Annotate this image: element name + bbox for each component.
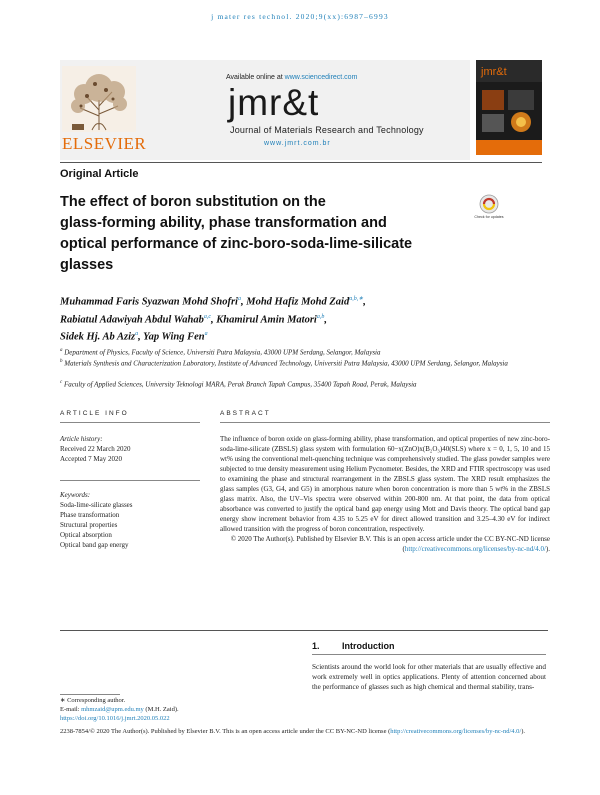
- email-link[interactable]: mhmzaid@upm.edu.my: [81, 706, 144, 713]
- footnote: [60, 696, 300, 723]
- history-rule: [60, 480, 200, 481]
- journal-name: Journal of Materials Research and Technology: [230, 125, 424, 135]
- check-for-updates-icon[interactable]: [474, 194, 504, 224]
- email-suffix: (M.H. Zaid).: [145, 706, 179, 713]
- keyword: Optical absorption: [60, 531, 112, 539]
- affiliation-sup: c: [60, 380, 63, 385]
- affiliation-text: Faculty of Applied Sciences, University Teknologi MARA, Perak Branch Tapah Campus, 35400 Tapah Road, Perak, Malaysia: [63, 380, 417, 389]
- affiliation-sup: b: [60, 359, 63, 364]
- intro-body: Scientists around the world look for other materials that are usually effective and work extremely well in optics applications. Plenty of attention concerned about the performance of glasses such as high chemical and thermal stability, trans-: [312, 663, 546, 691]
- author-name[interactable]: Sidek Hj. Ab Aziz: [60, 331, 136, 343]
- abstract-rule: [220, 422, 550, 423]
- title-line: The effect of boron substitution on the: [60, 194, 326, 210]
- author-affil-sup: a,c: [203, 313, 212, 320]
- copyright-text: © 2020 The Author(s). Published by Elsevier B.V. This is an open access article under the: [230, 535, 483, 543]
- affiliation-text: Department of Physics, Faculty of Science, Universiti Putra Malaysia, 43000 UPM Serdang, Selangor, Malaysia: [64, 348, 381, 357]
- author-affil-sup: a: [237, 296, 241, 302]
- article-info-heading: ARTICLE INFO: [60, 410, 129, 417]
- article-title: [60, 192, 460, 276]
- license-link[interactable]: http://creativecommons.org/licenses/by-nc-nd/4.0/: [390, 728, 522, 735]
- author-name[interactable]: Rabiatul Adawiyah Abdul Wahab: [60, 314, 204, 325]
- keyword: Optical band gap energy: [60, 541, 129, 549]
- title-line: glasses: [60, 257, 114, 273]
- abstract-heading: ABSTRACT: [220, 410, 271, 417]
- keywords-label: Keywords:: [60, 491, 91, 499]
- author-affil-sup: a,b: [316, 313, 325, 320]
- jmrt-logo: jmr&t: [228, 82, 320, 123]
- elsevier-wordmark: ELSEVIER: [62, 134, 147, 153]
- history-label: Article history:: [60, 435, 103, 443]
- title-line: optical performance of zinc-boro-soda-lime-silicate: [60, 236, 413, 252]
- received-date: Received 22 March 2020: [60, 445, 131, 453]
- author-affil-sup: a: [135, 331, 139, 337]
- author-list: Muhammad Faris Syazwan Mohd Shofri$^a$, Mohd Hafiz Mohd Zaid$^{a,b,∗}$, Rabiatul Adawiyah Abdul Wahab$^{a,c}$, Khamirul Amin Matori$^{a,b}$, Sidek Hj. Ab Aziz$^a$, Yap Wing Fen$^a$: [60, 296, 366, 343]
- affiliation: [60, 357, 550, 368]
- email-label: E-mail:: [60, 706, 80, 713]
- doi-link[interactable]: https://doi.org/10.1016/j.jmrt.2020.05.022: [60, 715, 170, 722]
- cover-art-icon: [476, 60, 542, 155]
- body-rule: [60, 630, 548, 631]
- copyright-text: 2238-7854/© 2020 The Author(s). Published by Elsevier B.V. This is an open access article under the CC BY-NC-ND license (: [60, 728, 391, 735]
- author-affil-sup: a: [204, 331, 208, 337]
- affiliation-text: Materials Synthesis and Characterization Laboratory, Institute of Advanced Technology, Universiti Putra Malaysia, 43000 UPM Serdang, Selangor, Malaysia: [64, 359, 508, 368]
- license-link[interactable]: http://creativecommons.org/licenses/by-nc-nd/4.0/: [404, 545, 546, 553]
- corresponding-author: ∗ Corresponding author.: [60, 697, 126, 704]
- sciencedirect-link[interactable]: www.sciencedirect.com: [284, 74, 358, 81]
- author-affil-sup: a,b,∗: [349, 296, 364, 302]
- keyword: Soda-lime-silicate glasses: [60, 501, 133, 509]
- copyright-text: ).: [521, 728, 525, 735]
- bottom-copyright: [60, 727, 548, 737]
- title-line: glass-forming ability, phase transformation and: [60, 215, 387, 231]
- intro-heading: Introduction: [342, 641, 395, 651]
- keyword: Structural properties: [60, 521, 118, 529]
- header-rule: [60, 162, 542, 163]
- author-name[interactable]: Khamirul Amin Matori: [216, 314, 317, 325]
- elsevier-tree-logo-icon: [62, 66, 136, 144]
- author-name[interactable]: Yap Wing Fen: [143, 331, 205, 343]
- abstract-body: [220, 434, 550, 554]
- intro-section-number: 1.: [312, 641, 320, 651]
- cover-logo-text: jmr&t: [481, 66, 507, 78]
- journal-cover-thumbnail: [476, 60, 542, 155]
- check-updates-label: Check for updates: [474, 215, 504, 219]
- keyword: Phase transformation: [60, 511, 120, 519]
- journal-url-link[interactable]: www.jmrt.com.br: [264, 140, 331, 147]
- copyright-text: ).: [545, 545, 550, 553]
- abstract-text: The influence of boron oxide on glass-forming ability, phase transformation, and optical properties of new zinc-boro-soda-lime-silicate (ZBSLS) glass system with formulation 60−x(ZnO)x(B₂O₃)40(SLS) where x = 0, 1, 5, 10 and 15 wt% using the conventional melt-quenching technique was comprehensively studied. The glass powder samples were subjected to true density measurement using Helium Pycnometer. Besides, the XRD and FTIR spectroscopy was used to examining the phase and structural rearrangement in the ZBSLS glass system. The XRD result emphasizes the glass samples (G3, G4, and G5) in amorphous nature when boron concentration is more than 5 wt% in the ZBSLS glass matrix. Also, the UV–Vis spectra were observed within 200-800 nm. At that point, the data from optical absorbance was converted to justify the optical band gap energy using Mott and Davis theory. The optical band gap energy show increment behavior from 4.35 to 5.25 eV for direct allowed transition and 3.25–4.30 eV for indirect allowed transition with the progress of boron concentration, respectively.: [220, 435, 550, 533]
- affiliation-sup: a: [60, 348, 63, 353]
- affiliation: [60, 346, 550, 357]
- abstract-copyright: [220, 534, 550, 554]
- available-prefix: Available online at: [226, 74, 283, 81]
- intro-rule: [312, 654, 546, 655]
- article-info-rule: [60, 422, 200, 423]
- article-history: [60, 434, 200, 464]
- journal-reference: j mater res technol. 2020;9(xx):6987–6993: [211, 12, 389, 21]
- available-online-line: [226, 74, 357, 81]
- copyright-text: CC BY-NC-ND license (: [402, 535, 550, 553]
- affiliation: [60, 378, 550, 389]
- author-name[interactable]: Mohd Hafiz Mohd Zaid: [246, 296, 350, 308]
- accepted-date: Accepted 7 May 2020: [60, 455, 123, 463]
- footnote-rule: [60, 694, 120, 695]
- author-name[interactable]: Muhammad Faris Syazwan Mohd Shofri: [60, 296, 238, 308]
- article-type: Original Article: [60, 168, 139, 180]
- keywords-block: [60, 490, 200, 550]
